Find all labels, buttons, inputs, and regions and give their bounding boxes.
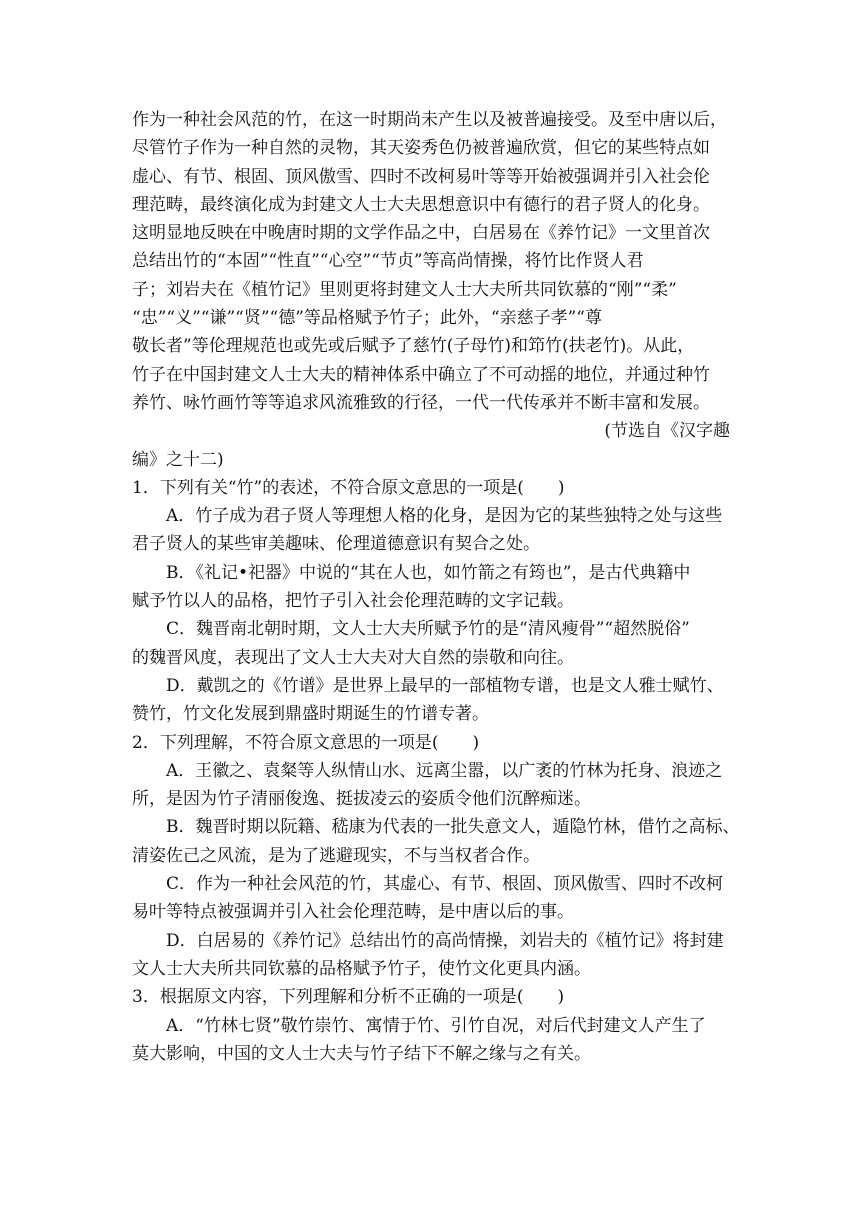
option-a-line-2: 莫大影响，中国的文人士大夫与竹子结下不解之缘与之有关。	[132, 1043, 591, 1064]
passage-line: 尽管竹子作为一种自然的灵物，其天姿秀色仍被普遍欣赏，但它的某些特点如	[132, 138, 710, 159]
question-3	[132, 983, 730, 1068]
question-1	[132, 474, 730, 729]
option-d-line-1: D．白居易的《养竹记》总结出竹的高尚情操，刘岩夫的《植竹记》将封建	[166, 930, 724, 951]
option-b-line-2: 清姿佐己之风流，是为了逃避现实，不与当权者合作。	[132, 845, 540, 866]
passage-line: 养竹、咏竹画竹等等追求风流雅致的行径，一代一代传承并不断丰富和发展。	[132, 392, 710, 413]
source-line-2: 编》之十二)	[132, 449, 224, 470]
option-b-line-1: B．魏晋时期以阮籍、嵇康为代表的一批失意文人，遁隐竹林，借竹之高标、	[166, 817, 740, 838]
passage-line: 理范畴，最终演化成为封建文人士大夫思想意识中有德行的君子贤人的化身。	[132, 194, 710, 215]
passage	[132, 106, 730, 417]
passage-line: 竹子在中国封建文人士大夫的精神体系中确立了不可动摇的地位，并通过种竹	[132, 364, 710, 385]
option-a-line-1: A．王徽之、袁粲等人纵情山水、远离尘嚣，以广袤的竹林为托身、浪迹之	[166, 760, 723, 781]
option-a-line-1: A．竹子成为君子贤人等理想人格的化身，是因为它的某些独特之处与这些	[166, 506, 723, 527]
passage-line: 作为一种社会风范的竹，在这一时期尚未产生以及被普遍接受。及至中唐以后，	[132, 110, 727, 130]
question-stem: 3．根据原文内容，下列理解和分析不正确的一项是( )	[132, 987, 565, 1008]
option-b-line-1: B．《礼记•祀器》中说的“其在人也，如竹箭之有筠也”，是古代典籍中	[166, 562, 691, 583]
option-c-line-1: C．作为一种社会风范的竹，其虚心、有节、根固、顶风傲雪、四时不改柯	[166, 874, 724, 895]
passage-line: 总结出竹的“本固”“性直”“心空”“节贞”等高尚情操，将竹比作贤人君	[132, 251, 644, 272]
option-d-line-2: 赞竹，竹文化发展到鼎盛时期诞生的竹谱专著。	[132, 704, 489, 725]
question-stem: 2．下列理解，不符合原文意思的一项是( )	[132, 732, 480, 753]
passage-line: 虚心、有节、根固、顶风傲雪、四时不改柯易叶等等开始被强调并引入社会伦	[132, 166, 710, 187]
option-a-line-2: 所，是因为竹子清丽俊逸、挺拔凌云的姿质令他们沉醉痴迷。	[132, 789, 591, 810]
option-a-line-1: A．“竹林七贤”敬竹崇竹、寓情于竹、引竹自况，对后代封建文人产生了	[166, 1015, 706, 1036]
document-page	[132, 106, 740, 1068]
source-citation	[132, 417, 730, 474]
option-d-line-2: 文人士大夫所共同钦慕的品格赋予竹子，使竹文化更具内涵。	[132, 958, 591, 979]
passage-line: 子；刘岩夫在《植竹记》里则更将封建文人士大夫所共同钦慕的“刚”“柔”	[132, 279, 677, 300]
option-d-line-1: D．戴凯之的《竹谱》是世界上最早的一部植物专谱，也是文人雅士赋竹、	[166, 675, 724, 696]
passage-line: “忠”“义”“谦”“贤”“德”等品格赋予竹子；此外，“亲慈子孝”“尊	[132, 308, 602, 329]
passage-line: 这明显地反映在中晚唐时期的文学作品之中，白居易在《养竹记》一文里首次	[132, 223, 710, 244]
option-a-line-2: 君子贤人的某些审美趣味、伦理道德意识有契合之处。	[132, 534, 540, 555]
passage-line: 敬长者”等伦理规范也或先或后赋予了慈竹(子母竹)和笻竹(扶老竹)。从此，	[132, 336, 695, 357]
question-stem: 1．下列有关“竹”的表述，不符合原文意思的一项是( )	[132, 477, 565, 498]
question-2	[132, 729, 740, 984]
source-line-1: (节选自《汉字趣	[604, 421, 730, 442]
option-c-line-2: 易叶等特点被强调并引入社会伦理范畴，是中唐以后的事。	[132, 902, 574, 923]
option-c-line-1: C．魏晋南北朝时期，文人士大夫所赋予竹的是“清风瘦骨”“超然脱俗”	[166, 619, 690, 640]
option-c-line-2: 的魏晋风度，表现出了文人士大夫对大自然的崇敬和向往。	[132, 647, 574, 668]
option-b-line-2: 赋予竹以人的品格，把竹子引入社会伦理范畴的文字记载。	[132, 591, 574, 612]
